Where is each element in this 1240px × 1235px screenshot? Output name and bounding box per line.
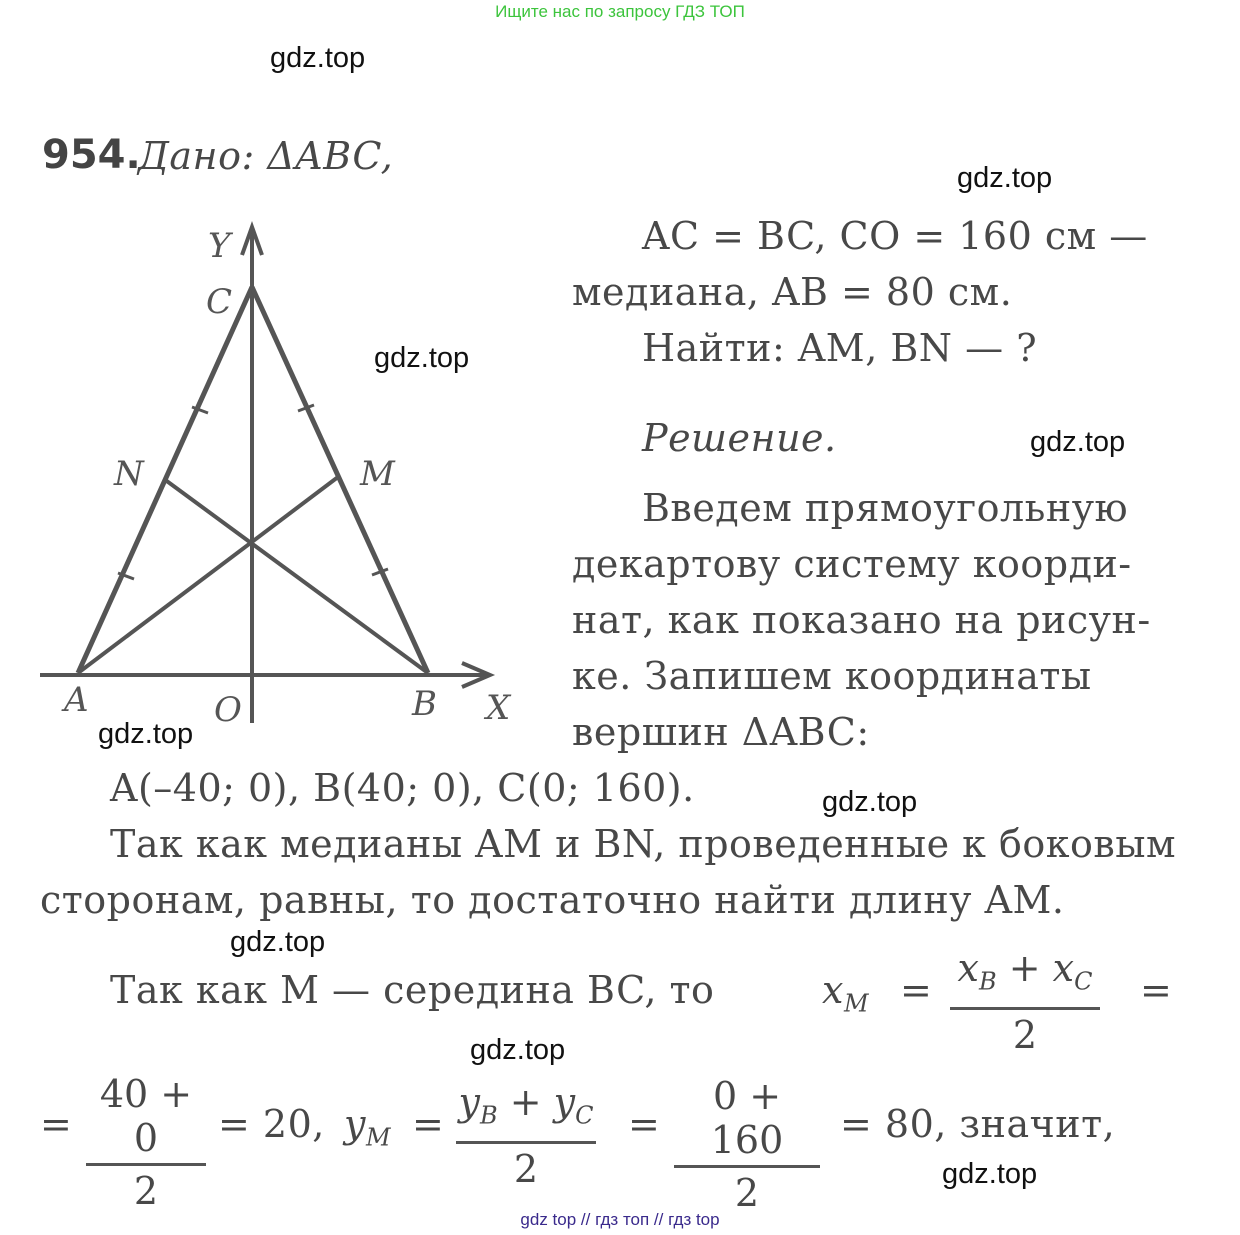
bottom-links[interactable]: gdz top // гдз топ // гдз top xyxy=(520,1210,720,1229)
label-x: X xyxy=(486,688,511,728)
para1-line: нат, как показано на рисун- xyxy=(572,598,1151,642)
equals-sign: = xyxy=(40,1102,73,1146)
given-line-1: AC = BC, CO = 160 см — xyxy=(642,214,1148,258)
median-am xyxy=(78,477,338,673)
label-m: M xyxy=(360,454,395,494)
equals-sign: = xyxy=(900,968,933,1012)
watermark: gdz.top xyxy=(98,718,194,750)
watermark: gdz.top xyxy=(230,926,326,958)
equals-sign: = xyxy=(412,1102,445,1146)
top-banner[interactable]: Ищите нас по запросу ГДЗ ТОП xyxy=(495,2,745,21)
watermark: gdz.top xyxy=(1030,426,1126,458)
result-x: = 20, xyxy=(218,1102,325,1146)
watermark: gdz.top xyxy=(270,42,366,74)
para1-line: декартову систему коорди- xyxy=(572,542,1132,586)
watermark: gdz.top xyxy=(470,1034,566,1066)
para2-line: сторонам, равны, то достаточно найти длину AM. xyxy=(40,878,1065,922)
para1-line: Введем прямоугольную xyxy=(642,486,1129,530)
fraction-y: $y_B + y_C$ 2 xyxy=(456,1080,596,1191)
para1-line: вершин ΔABC: xyxy=(572,710,870,754)
label-c: C xyxy=(206,282,233,322)
watermark: gdz.top xyxy=(942,1158,1038,1190)
fraction-40-plus-0: 40 + 0 2 xyxy=(86,1072,206,1213)
label-b: B xyxy=(412,684,437,724)
xm-symbol: $x_M$ xyxy=(822,968,870,1018)
solution-label: Решение. xyxy=(642,416,837,460)
fraction-x: $x_B + x_C$ 2 xyxy=(950,946,1100,1057)
problem-number: 954. xyxy=(42,132,141,178)
equals-sign: = xyxy=(1140,968,1173,1012)
coordinates-line: A(–40; 0), B(40; 0), C(0; 160). xyxy=(110,766,695,810)
para3-text: Так как M — середина BC, то xyxy=(110,968,715,1012)
label-a: A xyxy=(64,680,89,720)
triangle-figure xyxy=(30,215,530,735)
label-o: O xyxy=(214,690,242,730)
watermark: gdz.top xyxy=(374,342,470,374)
para2-line: Так как медианы AM и BN, проведенные к боковым xyxy=(110,822,1177,866)
given-label: Дано: ΔABC, xyxy=(138,134,394,178)
side-bc xyxy=(252,287,428,673)
watermark: gdz.top xyxy=(822,786,918,818)
result-y: = 80, значит, xyxy=(840,1102,1116,1146)
label-y: Y xyxy=(208,226,231,266)
find-line: Найти: AM, BN — ? xyxy=(642,326,1038,370)
label-n: N xyxy=(114,454,144,494)
given-line-2: медиана, AB = 80 см. xyxy=(572,270,1013,314)
fraction-0-plus-160: 0 + 160 2 xyxy=(674,1074,820,1215)
equals-sign: = xyxy=(628,1102,661,1146)
ym-symbol: $y_M$ xyxy=(344,1102,392,1152)
para1-line: ке. Запишем координаты xyxy=(572,654,1092,698)
watermark: gdz.top xyxy=(957,162,1053,194)
